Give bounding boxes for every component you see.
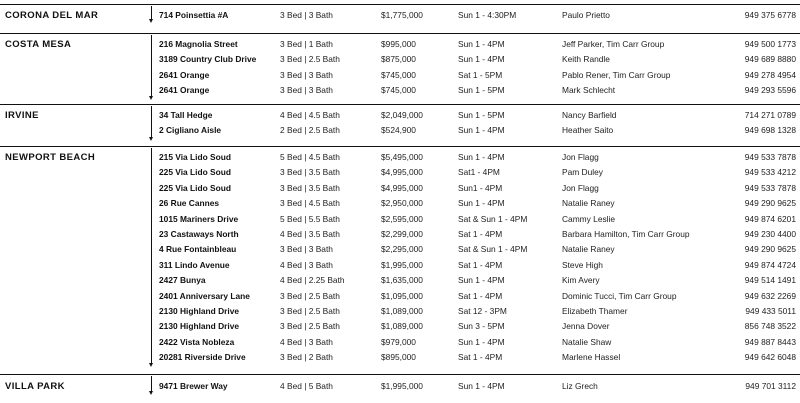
listing-beds-baths: 3 Bed | 2 Bath <box>280 352 333 363</box>
listing-phone: 949 230 4400 <box>744 229 796 239</box>
listing-beds-baths: 4 Bed | 4.5 Bath <box>280 110 340 120</box>
listing-agent: Pablo Rener, Tim Carr Group <box>562 69 671 80</box>
listing-agent: Jenna Dover <box>562 321 610 332</box>
listing-price: $1,775,000 <box>381 10 423 20</box>
listing-beds-baths: 3 Bed | 2.5 Bath <box>280 321 340 332</box>
listing-phone: 949 533 4212 <box>744 167 796 178</box>
listing-agent: Kim Avery <box>562 275 600 286</box>
listing-phone: 949 278 4954 <box>744 69 796 80</box>
listing-row <box>0 123 800 138</box>
listing-address: 2427 Bunya <box>159 275 206 286</box>
listing-price: $979,000 <box>381 336 416 347</box>
listing-beds-baths: 3 Bed | 1 Bath <box>280 39 333 49</box>
listing-beds-baths: 3 Bed | 3 Bath <box>280 10 333 20</box>
listing-price: $995,000 <box>381 39 416 49</box>
listing-open-time: Sun 1 - 4:30PM <box>458 10 517 20</box>
listing-agent: Natalie Raney <box>562 198 615 209</box>
listing-open-time: Sun 1 - 5PM <box>458 85 505 96</box>
listing-open-time: Sat1 - 4PM <box>458 167 500 178</box>
listing-agent: Liz Grech <box>562 381 598 391</box>
listing-price: $4,995,000 <box>381 167 423 178</box>
listing-beds-baths: 4 Bed | 3 Bath <box>280 336 333 347</box>
listing-address: 9471 Brewer Way <box>159 381 228 391</box>
listing-agent: Mark Schlecht <box>562 85 616 96</box>
city-heading: COSTA MESA <box>5 39 72 50</box>
listing-beds-baths: 3 Bed | 2.5 Bath <box>280 306 340 316</box>
city-heading: CORONA DEL MAR <box>5 10 99 21</box>
listing-open-time: Sun 1 - 4PM <box>458 275 505 286</box>
listing-beds-baths: 4 Bed | 2.25 Bath <box>280 275 345 286</box>
listing-row <box>0 227 800 242</box>
listing-address: 2130 Highland Drive <box>159 321 240 332</box>
listing-address: 2641 Orange <box>159 69 210 80</box>
listing-phone: 949 698 1328 <box>744 125 796 136</box>
listing-phone: 949 375 6778 <box>744 10 796 20</box>
listing-address: 23 Castaways North <box>159 229 239 239</box>
listing-row <box>0 108 800 123</box>
listing-address: 4 Rue Fontainbleau <box>159 244 237 255</box>
listing-beds-baths: 3 Bed | 4.5 Bath <box>280 198 340 209</box>
listing-agent: Jeff Parker, Tim Carr Group <box>562 39 665 49</box>
listing-open-time: Sat 1 - 4PM <box>458 290 503 301</box>
listing-row <box>0 83 800 98</box>
listing-phone: 949 533 7878 <box>744 182 796 193</box>
listing-agent: Jon Flagg <box>562 182 599 193</box>
listing-beds-baths: 3 Bed | 3.5 Bath <box>280 182 340 193</box>
listing-agent: Jon Flagg <box>562 152 599 162</box>
listing-agent: Heather Saito <box>562 125 614 136</box>
listing-address: 3189 Country Club Drive <box>159 54 257 65</box>
listing-phone: 856 748 3522 <box>744 321 796 332</box>
listing-open-time: Sun 1 - 4PM <box>458 39 505 49</box>
listing-address: 34 Tall Hedge <box>159 110 213 120</box>
listing-address: 225 Via Lido Soud <box>159 167 231 178</box>
listing-address: 1015 Mariners Drive <box>159 213 239 224</box>
listing-open-time: Sun1 - 4PM <box>458 182 503 193</box>
section-divider <box>0 146 800 147</box>
city-heading: VILLA PARK <box>5 381 65 392</box>
section-divider <box>0 374 800 375</box>
listing-row <box>0 212 800 227</box>
listing-row <box>0 350 800 365</box>
listing-price: $745,000 <box>381 69 416 80</box>
listing-agent: Pam Duley <box>562 167 603 178</box>
listing-beds-baths: 3 Bed | 2.5 Bath <box>280 54 340 65</box>
listing-row <box>0 181 800 196</box>
listing-phone: 949 433 5011 <box>745 306 796 316</box>
listing-phone: 949 887 8443 <box>744 336 796 347</box>
listing-price: $2,295,000 <box>381 244 423 255</box>
listing-beds-baths: 4 Bed | 3 Bath <box>280 259 333 270</box>
listing-phone: 949 689 8880 <box>744 54 796 65</box>
listing-price: $1,089,000 <box>381 306 423 316</box>
listing-phone: 949 514 1491 <box>744 275 796 286</box>
city-heading: IRVINE <box>5 110 39 121</box>
listing-beds-baths: 3 Bed | 3 Bath <box>280 69 333 80</box>
listing-beds-baths: 3 Bed | 2.5 Bath <box>280 290 340 301</box>
listing-agent: Cammy Leslie <box>562 213 616 224</box>
listing-phone: 949 642 6048 <box>744 352 796 363</box>
listing-address: 714 Poinsettia #A <box>159 10 229 20</box>
listing-address: 225 Via Lido Soud <box>159 182 231 193</box>
listing-phone: 949 874 4724 <box>744 259 796 270</box>
listing-price: $1,995,000 <box>381 259 423 270</box>
listing-phone: 949 293 5596 <box>744 85 796 96</box>
listing-phone: 714 271 0789 <box>744 110 796 120</box>
listing-beds-baths: 3 Bed | 3 Bath <box>280 85 333 96</box>
listing-address: 2 Cigliano Aisle <box>159 125 222 136</box>
listing-address: 311 Lindo Avenue <box>159 259 230 270</box>
listing-row <box>0 289 800 304</box>
listing-open-time: Sun 3 - 5PM <box>458 321 505 332</box>
listing-agent: Dominic Tucci, Tim Carr Group <box>562 290 677 301</box>
listing-price: $2,299,000 <box>381 229 423 239</box>
listing-agent: Paulo Prietto <box>562 10 610 20</box>
listing-beds-baths: 4 Bed | 3.5 Bath <box>280 229 340 239</box>
listing-price: $1,089,000 <box>381 321 423 332</box>
listing-price: $524,900 <box>381 125 416 136</box>
listing-row <box>0 196 800 211</box>
listing-address: 26 Rue Cannes <box>159 198 220 209</box>
listing-beds-baths: 2 Bed | 2.5 Bath <box>280 125 340 136</box>
listing-open-time: Sun 1 - 5PM <box>458 110 505 120</box>
listing-beds-baths: 5 Bed | 4.5 Bath <box>280 152 340 162</box>
listing-open-time: Sun 1 - 4PM <box>458 198 505 209</box>
listing-phone: 949 701 3112 <box>745 381 796 391</box>
section-divider <box>0 104 800 105</box>
listing-open-time: Sat 1 - 4PM <box>458 229 503 239</box>
listing-agent: Keith Randle <box>562 54 610 65</box>
listing-row <box>0 52 800 67</box>
listing-price: $2,049,000 <box>381 110 423 120</box>
listing-phone: 949 290 9625 <box>744 244 796 255</box>
listing-open-time: Sun 1 - 4PM <box>458 125 505 136</box>
listing-address: 2401 Anniversary Lane <box>159 290 250 301</box>
listing-agent: Nancy Barfield <box>562 110 617 120</box>
listing-price: $745,000 <box>381 85 416 96</box>
listing-open-time: Sun 1 - 4PM <box>458 381 505 391</box>
listing-open-time: Sat 12 - 3PM <box>458 306 507 316</box>
listing-open-time: Sun 1 - 4PM <box>458 152 505 162</box>
listing-row <box>0 335 800 350</box>
listing-agent: Barbara Hamilton, Tim Carr Group <box>562 229 690 239</box>
listing-phone: 949 290 9625 <box>744 198 796 209</box>
listing-address: 2130 Highland Drive <box>159 306 240 316</box>
section-divider <box>0 4 800 5</box>
listing-price: $1,635,000 <box>381 275 423 286</box>
listing-row <box>0 37 800 52</box>
listing-agent: Elizabeth Thamer <box>562 306 628 316</box>
listing-open-time: Sun 1 - 4PM <box>458 336 505 347</box>
listing-open-time: Sat & Sun 1 - 4PM <box>458 213 528 224</box>
listing-address: 20281 Riverside Drive <box>159 352 246 363</box>
listing-row <box>0 242 800 257</box>
listing-phone: 949 632 2269 <box>744 290 796 301</box>
listing-beds-baths: 5 Bed | 5.5 Bath <box>280 213 340 224</box>
listing-price: $4,995,000 <box>381 182 423 193</box>
listing-open-time: Sat 1 - 4PM <box>458 352 503 363</box>
listing-row <box>0 150 800 165</box>
listing-agent: Steve High <box>562 259 603 270</box>
listing-open-time: Sat & Sun 1 - 4PM <box>458 244 528 255</box>
listing-beds-baths: 4 Bed | 5 Bath <box>280 381 333 391</box>
section-divider <box>0 33 800 34</box>
listing-row <box>0 379 800 394</box>
listing-phone: 949 874 6201 <box>744 213 796 224</box>
listing-address: 216 Magnolia Street <box>159 39 238 49</box>
listing-price: $1,995,000 <box>381 381 423 391</box>
listing-agent: Marlene Hassel <box>562 352 621 363</box>
listing-price: $1,095,000 <box>381 290 423 301</box>
listing-address: 2641 Orange <box>159 85 210 96</box>
listing-open-time: Sat 1 - 4PM <box>458 259 503 270</box>
listing-open-time: Sat 1 - 5PM <box>458 69 503 80</box>
listing-price: $2,950,000 <box>381 198 423 209</box>
listing-price: $5,495,000 <box>381 152 423 162</box>
city-heading: NEWPORT BEACH <box>5 152 96 163</box>
listing-phone: 949 533 7878 <box>744 152 796 162</box>
listing-beds-baths: 3 Bed | 3.5 Bath <box>280 167 340 178</box>
listing-row <box>0 319 800 334</box>
listing-row <box>0 304 800 319</box>
listing-price: $2,595,000 <box>381 213 423 224</box>
listing-address: 2422 Vista Nobleza <box>159 336 235 347</box>
listing-agent: Natalie Raney <box>562 244 615 255</box>
listing-row <box>0 258 800 273</box>
listing-row <box>0 68 800 83</box>
listing-row <box>0 165 800 180</box>
listing-address: 215 Via Lido Soud <box>159 152 231 162</box>
listing-row <box>0 8 800 23</box>
listing-agent: Natalie Shaw <box>562 336 612 347</box>
listing-price: $875,000 <box>381 54 416 65</box>
listing-phone: 949 500 1773 <box>744 39 796 49</box>
listing-open-time: Sun 1 - 4PM <box>458 54 505 65</box>
listing-row <box>0 273 800 288</box>
listing-beds-baths: 3 Bed | 3 Bath <box>280 244 333 255</box>
listing-price: $895,000 <box>381 352 416 363</box>
